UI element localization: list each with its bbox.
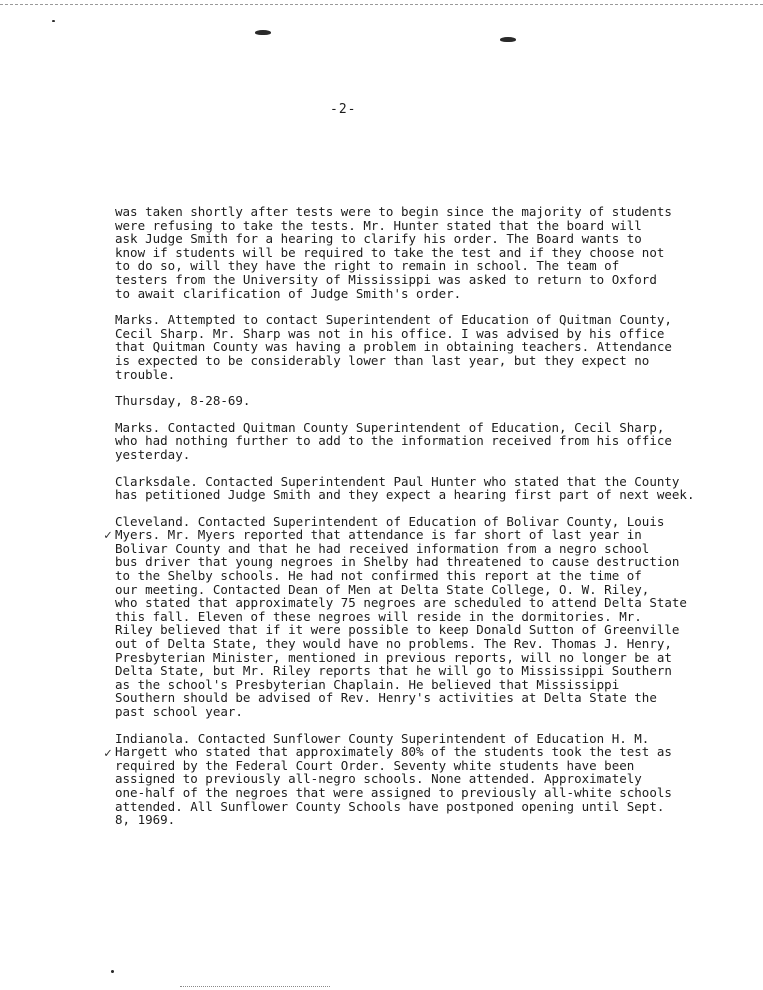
margin-check-mark: ✓	[104, 746, 112, 761]
text-line: Marks. Attempted to contact Superintendent of Education of Quitman County,	[115, 312, 672, 328]
text-line: this fall. Eleven of these negroes will reside in the dormitories. Mr.	[115, 608, 642, 624]
text-line: know if students will be required to take the test and if they choose not	[115, 244, 665, 260]
text-line: to the Shelby schools. He had not confirmed this report at the time of	[115, 568, 642, 584]
scan-mark-left	[255, 30, 271, 35]
text-line: trouble.	[115, 366, 176, 382]
text-line: was taken shortly after tests were to begin since the majority of students	[115, 204, 672, 219]
text-line: past school year.	[115, 704, 243, 719]
text-line: who stated that approximately 75 negroes are scheduled to attend Delta State	[115, 595, 687, 611]
text-line: our meeting. Contacted Dean of Men at Delta State College, O. W. Riley,	[115, 581, 650, 597]
text-line: Southern should be advised of Rev. Henry's activities at Delta State the	[115, 690, 657, 706]
text-line: Cecil Sharp. Mr. Sharp was not in his office. I was advised by his office	[115, 325, 665, 341]
text-line: Myers. Mr. Myers reported that attendance is far short of last year in	[115, 527, 642, 543]
date-heading	[115, 394, 655, 408]
text-line: Clarksdale. Contacted Superintendent Paul Hunter who stated that the County	[115, 473, 680, 489]
paragraph-hunter-board	[115, 204, 672, 301]
text-line: out of Delta State, they would have no problems. The Rev. Thomas J. Henry,	[115, 636, 672, 652]
text-line: to do so, will they have the right to remain in school. The team of	[115, 258, 620, 274]
text-line: one-half of the negroes that were assigned to previously all-white schools	[115, 784, 672, 800]
bottom-dotted-rule	[180, 986, 330, 987]
text-line: Delta State, but Mr. Riley reports that he will go to Mississippi Southern	[115, 663, 672, 679]
text-line: testers from the University of Mississippi was asked to return to Oxford	[115, 271, 657, 287]
text-line: bus driver that young negroes in Shelby had threatened to cause destruction	[115, 554, 680, 570]
text-line: Hargett who stated that approximately 80% of the students took the test as	[115, 744, 672, 760]
top-dashed-rule	[0, 4, 763, 5]
page-number: -2-	[330, 102, 357, 117]
margin-check-mark: ✓	[104, 528, 112, 543]
text-line: Presbyterian Minister, mentioned in previous reports, will no longer be at	[115, 649, 672, 665]
text-line: is expected to be considerably lower than last year, but they expect no	[115, 352, 650, 368]
text-line: Indianola. Contacted Sunflower County Superintendent of Education H. M.	[115, 730, 650, 746]
text-line: ask Judge Smith for a hearing to clarify his order. The Board wants to	[115, 231, 642, 247]
document-body	[115, 204, 695, 840]
paragraph-indianola	[115, 730, 672, 828]
paragraph-cleveland	[115, 513, 687, 719]
paragraph-clarksdale	[115, 473, 695, 503]
scan-speck	[111, 970, 114, 973]
text-line: who had nothing further to add to the information received from his office	[115, 433, 672, 449]
text-line: as the school's Presbyterian Chaplain. He believed that Mississippi	[115, 676, 620, 692]
text-line: Cleveland. Contacted Superintendent of Education of Bolivar County, Louis	[115, 513, 665, 529]
text-line: has petitioned Judge Smith and they expect a hearing first part of next week.	[115, 487, 695, 503]
text-line: Thursday, 8-28-69.	[115, 393, 251, 409]
text-line: Marks. Contacted Quitman County Superintendent of Education, Cecil Sharp,	[115, 419, 665, 435]
paragraph-marks-attempt	[115, 312, 672, 382]
text-line: that Quitman County was having a problem in obtaining teachers. Attendance	[115, 339, 672, 355]
text-line: required by the Federal Court Order. Seventy white students have been	[115, 757, 635, 773]
text-line: 8, 1969.	[115, 812, 176, 828]
paragraph-marks-contact	[115, 419, 672, 462]
text-line: yesterday.	[115, 446, 191, 462]
text-line: assigned to previously all-negro schools. None attended. Approximately	[115, 771, 642, 787]
text-line: Riley believed that if it were possible to keep Donald Sutton of Greenville	[115, 622, 680, 638]
text-line: were refusing to take the tests. Mr. Hunter stated that the board will	[115, 217, 642, 233]
text-line: Bolivar County and that he had received information from a negro school	[115, 540, 650, 556]
scan-mark-right	[500, 37, 516, 42]
text-line: to await clarification of Judge Smith's order.	[115, 285, 462, 301]
text-line: attended. All Sunflower County Schools have postponed opening until Sept.	[115, 798, 665, 814]
scan-speck	[52, 20, 55, 22]
